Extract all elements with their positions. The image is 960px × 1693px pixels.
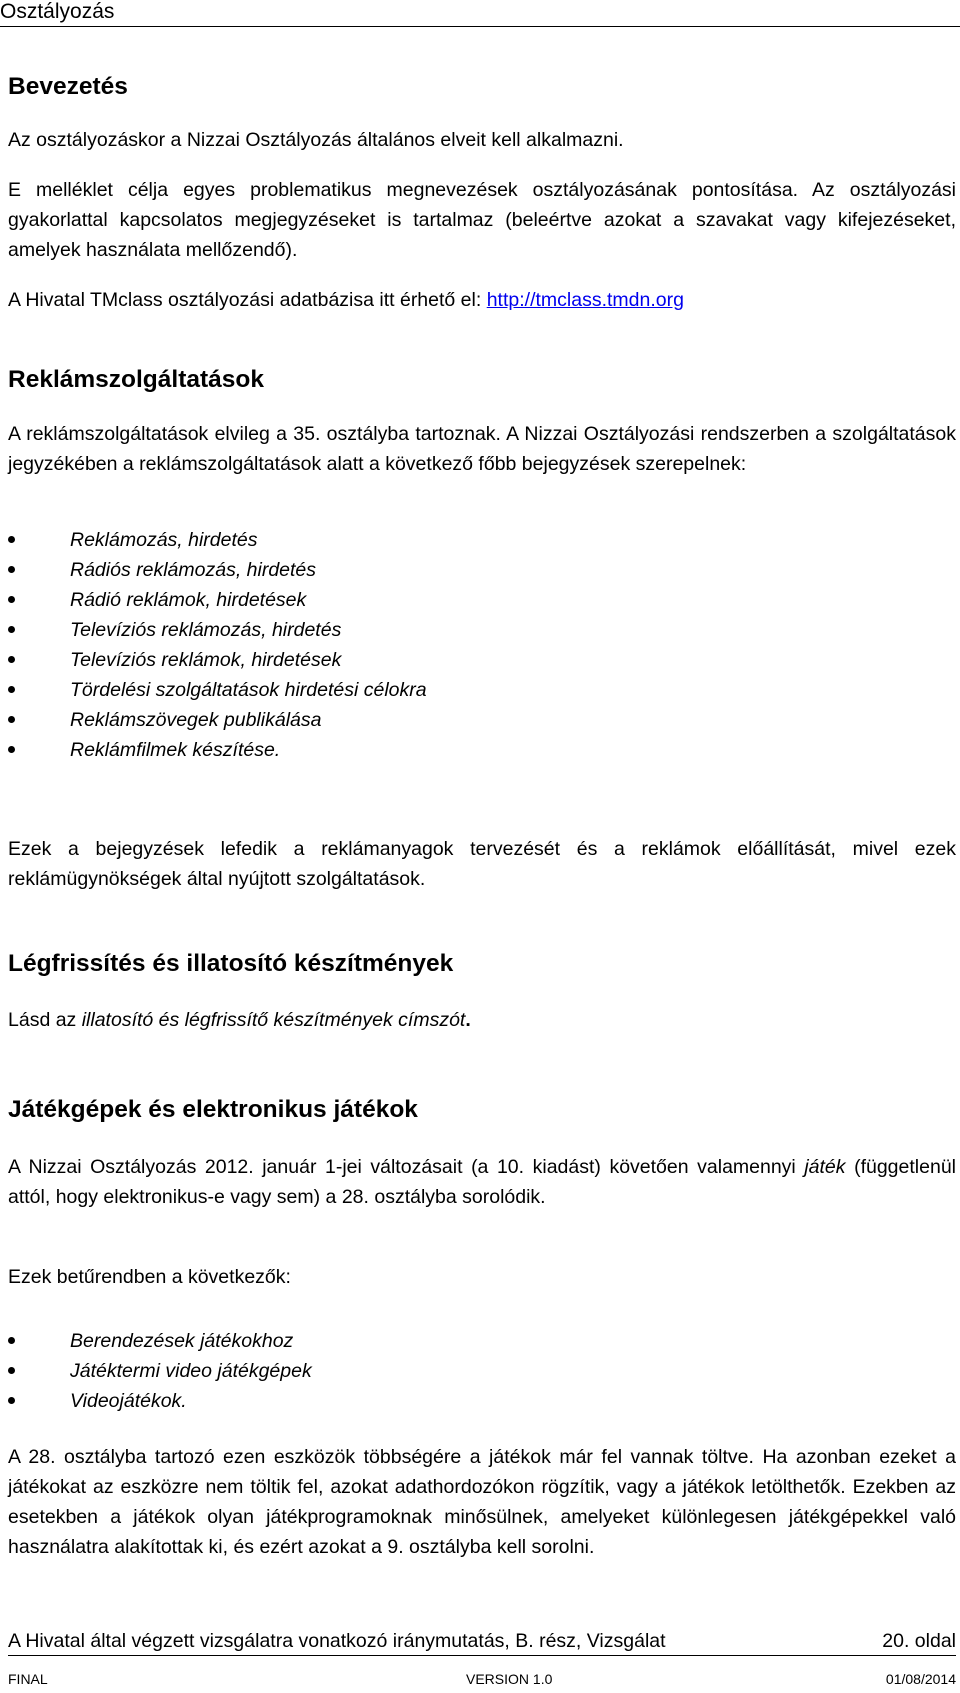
list-item: Televíziós reklámozás, hirdetés [8,615,427,645]
air-freshener-paragraph: Lásd az illatosító és légfrissítő készítmények címszót. [8,1009,471,1031]
bullet-icon [8,656,15,663]
list-item: Reklámszövegek publikálása [8,705,427,735]
intro-paragraph-2: E melléklet célja egyes problematikus megnevezések osztályozásának pontosítása. Az osztályozási gyakorlattal kapcsolatos megjegyzéseket is tartalmaz (beleértve azokat a szavakat vagy kifejezéseket, amelyek használata mellőzendő). [8,179,956,261]
list-item: Televíziós reklámok, hirdetések [8,645,427,675]
bullet-icon [8,1367,15,1374]
tmclass-text: A Hivatal TMclass osztályozási adatbázisa itt érhető el: [8,289,487,311]
list-item: Reklámfilmek készítése. [8,735,427,765]
footer-status: FINAL [8,1671,48,1687]
heading-bevezetes: Bevezetés [8,73,128,100]
list-item: Berendezések játékokhoz [8,1326,312,1356]
games-paragraph-2: Ezek betűrendben a következők: [8,1266,291,1288]
list-item: Rádiós reklámozás, hirdetés [8,555,427,585]
bullet-icon [8,596,15,603]
header-rule [0,26,960,27]
list-item: Játéktermi video játékgépek [8,1356,312,1386]
heading-legfrissites: Légfrissítés és illatosító készítmények [8,950,454,977]
games-entries-list [8,1326,312,1416]
advertising-entries-list [8,525,427,765]
heading-reklamszolgaltatasok: Reklámszolgáltatások [8,366,264,393]
games-paragraph-3: A 28. osztályba tartozó ezen eszközök többségére a játékok már fel vannak töltve. Ha azonban ezeket a játékokat az eszközre nem töltik fel, azokat adathordozókon rögzítik, vagy a játékok letölthetők. Ezekben az esetekben a játékok olyan játékprogramoknak minősülnek, amelyeket különlegesen játékgépekkel való használatra alakítottak ki, és ezért azokat a 9. osztályba kell sorolni. [8,1446,956,1558]
bullet-icon [8,626,15,633]
advertising-paragraph-1: A reklámszolgáltatások elvileg a 35. osztályba tartoznak. A Nizzai Osztályozási rendszerben a szolgáltatások jegyzékében a reklámszolgáltatások alatt a következő főbb bejegyzések szerepelnek: [8,423,956,475]
list-item: Tördelési szolgáltatások hirdetési célokra [8,675,427,705]
cross-reference: illatosító és légfrissítő készítmények címszót [81,1009,466,1031]
page-number: 20. oldal [882,1630,956,1652]
bullet-icon [8,1337,15,1344]
emphasis-jatek: játék [804,1156,846,1178]
bullet-icon [8,686,15,693]
intro-paragraph-1: Az osztályozáskor a Nizzai Osztályozás általános elveit kell alkalmazni. [8,129,624,151]
bullet-icon [8,536,15,543]
running-header: Osztályozás [0,0,115,23]
games-paragraph-1: A Nizzai Osztályozás 2012. január 1-jei változásait (a 10. kiadást) követően valamennyi játék (függetlenül attól, hogy elektronikus-e vagy sem) a 28. osztályba sorolódik. [8,1156,956,1208]
list-item: Reklámozás, hirdetés [8,525,427,555]
list-item: Rádió reklámok, hirdetések [8,585,427,615]
tmclass-link[interactable]: http://tmclass.tmdn.org [486,289,684,311]
footer-date: 01/08/2014 [885,1671,956,1687]
list-item: Videojátékok. [8,1386,312,1416]
bullet-icon [8,716,15,723]
intro-paragraph-3 [8,285,956,315]
footer-rule [8,1655,956,1656]
bullet-icon [8,746,15,753]
bullet-icon [8,566,15,573]
heading-jatekgepek: Játékgépek és elektronikus játékok [8,1096,418,1123]
footer-title: A Hivatal által végzett vizsgálatra vonatkozó iránymutatás, B. rész, Vizsgálat [8,1630,666,1652]
bullet-icon [8,1397,15,1404]
footer-version: VERSION 1.0 [466,1671,553,1687]
advertising-paragraph-2: Ezek a bejegyzések lefedik a reklámanyagok tervezését és a reklámok előállítását, mivel ezek reklámügynökségek által nyújtott szolgáltatások. [8,838,956,890]
